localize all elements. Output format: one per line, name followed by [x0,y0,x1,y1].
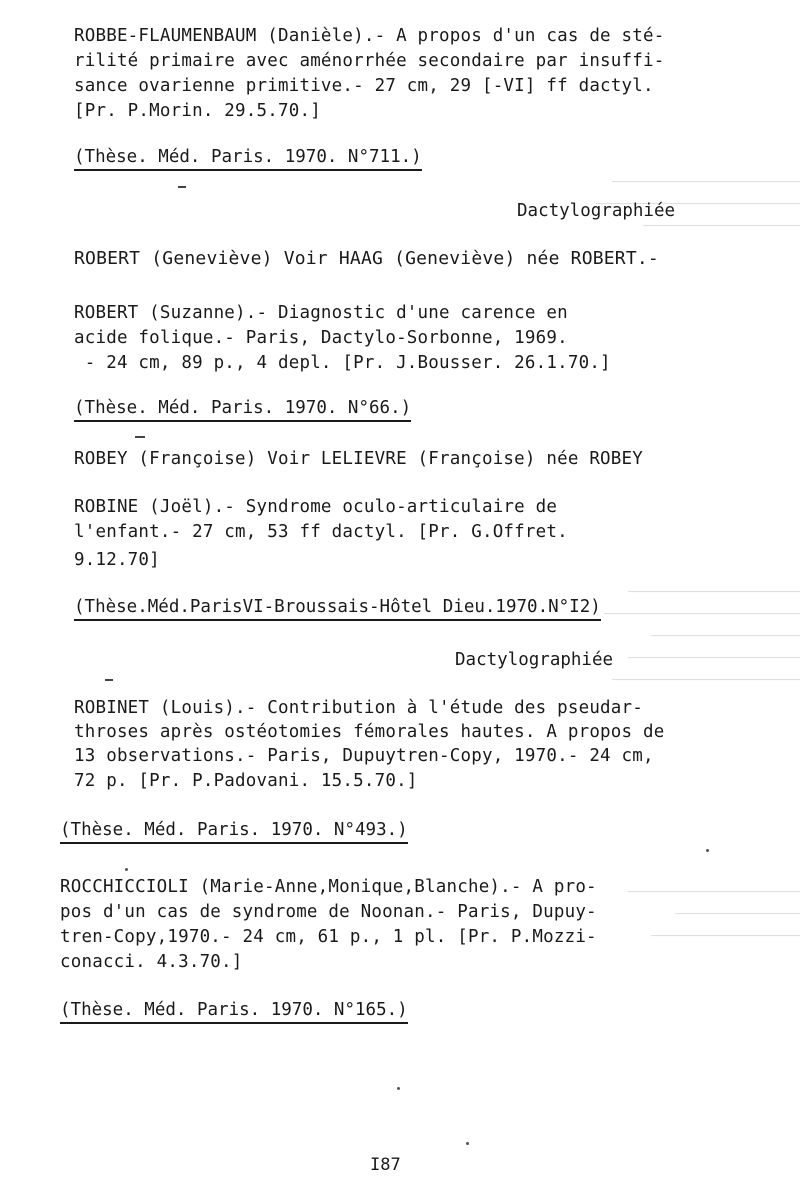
entry-line: ROBINE (Joël).- Syndrome oculo-articulaire de [74,497,558,517]
thesis-reference: (Thèse. Méd. Paris. 1970. N°711.) [74,147,422,171]
thesis-reference: (Thèse. Méd. Paris. 1970. N°66.) [74,398,411,422]
bleed-through-text: ────────────────────── ──────────────── ─────────────────── [627,885,800,944]
entry-line: pos d'un cas de syndrome de Noonan.- Paris, Dupuy- [60,902,597,922]
entry-line: 13 observations.- Paris, Dupuytren-Copy, 1970.- 24 cm, [74,746,654,766]
entry-line: ROBERT (Suzanne).- Diagnostic d'une carence en [74,303,568,323]
dactylographiee-note: Dactylographiée [517,201,676,221]
bleed-through-text: ────────────────────── ───────────────────────── ─────────────────── ────────────────────── ──────────────────────── [604,585,800,688]
entry-line: throses après ostéotomies fémorales hautes. A propos de [74,722,665,742]
entry-line: [Pr. P.Morin. 29.5.70.] [74,101,321,121]
page-number: I87 [370,1155,401,1175]
ink-speck [466,1142,469,1145]
ink-speck [706,849,709,852]
entry-line: 72 p. [Pr. P.Padovani. 15.5.70.] [74,771,418,791]
ink-mark [135,436,145,438]
bleed-through-text: ──────────────────────── ────────────────────────── ──────────────────── [596,175,800,234]
dactylographiee-note: Dactylographiée [455,650,614,670]
entry-line: acide folique.- Paris, Dactylo-Sorbonne, 1969. [74,328,568,348]
thesis-reference: (Thèse.Méd.ParisVI-Broussais-Hôtel Dieu.1970.N°I2) [74,597,601,621]
entry-line: ROBEY (Françoise) Voir LELIEVRE (Françoise) née ROBEY [74,449,644,469]
ink-mark [105,679,113,681]
entry-line: rilité primaire avec aménorrhée secondaire par insuffi- [74,51,665,71]
entry-line: l'enfant.- 27 cm, 53 ff dactyl. [Pr. G.Offret. [74,522,568,542]
entry-line: ROBINET (Louis).- Contribution à l'étude des pseudar- [74,698,644,718]
ink-speck [397,1087,400,1090]
entry-line: tren-Copy,1970.- 24 cm, 61 p., 1 pl. [Pr. P.Mozzi- [60,927,597,947]
entry-line: 9.12.70] [74,550,160,570]
thesis-reference: (Thèse. Méd. Paris. 1970. N°165.) [60,1000,408,1024]
entry-line: ROBERT (Geneviève) Voir HAAG (Geneviève) née ROBERT.- [74,248,659,269]
entry-line: ROBBE-FLAUMENBAUM (Danièle).- A propos d'un cas de sté- [74,26,665,46]
entry-line: sance ovarienne primitive.- 27 cm, 29 [-VI] ff dactyl. [74,76,654,96]
ink-speck [125,868,128,871]
entry-line: conacci. 4.3.70.] [60,952,243,972]
ink-mark [178,186,186,188]
thesis-reference: (Thèse. Méd. Paris. 1970. N°493.) [60,820,408,844]
entry-line: ROCCHICCIOLI (Marie-Anne,Monique,Blanche).- A pro- [60,877,597,897]
entry-line: - 24 cm, 89 p., 4 depl. [Pr. J.Bousser. 26.1.70.] [74,353,611,373]
